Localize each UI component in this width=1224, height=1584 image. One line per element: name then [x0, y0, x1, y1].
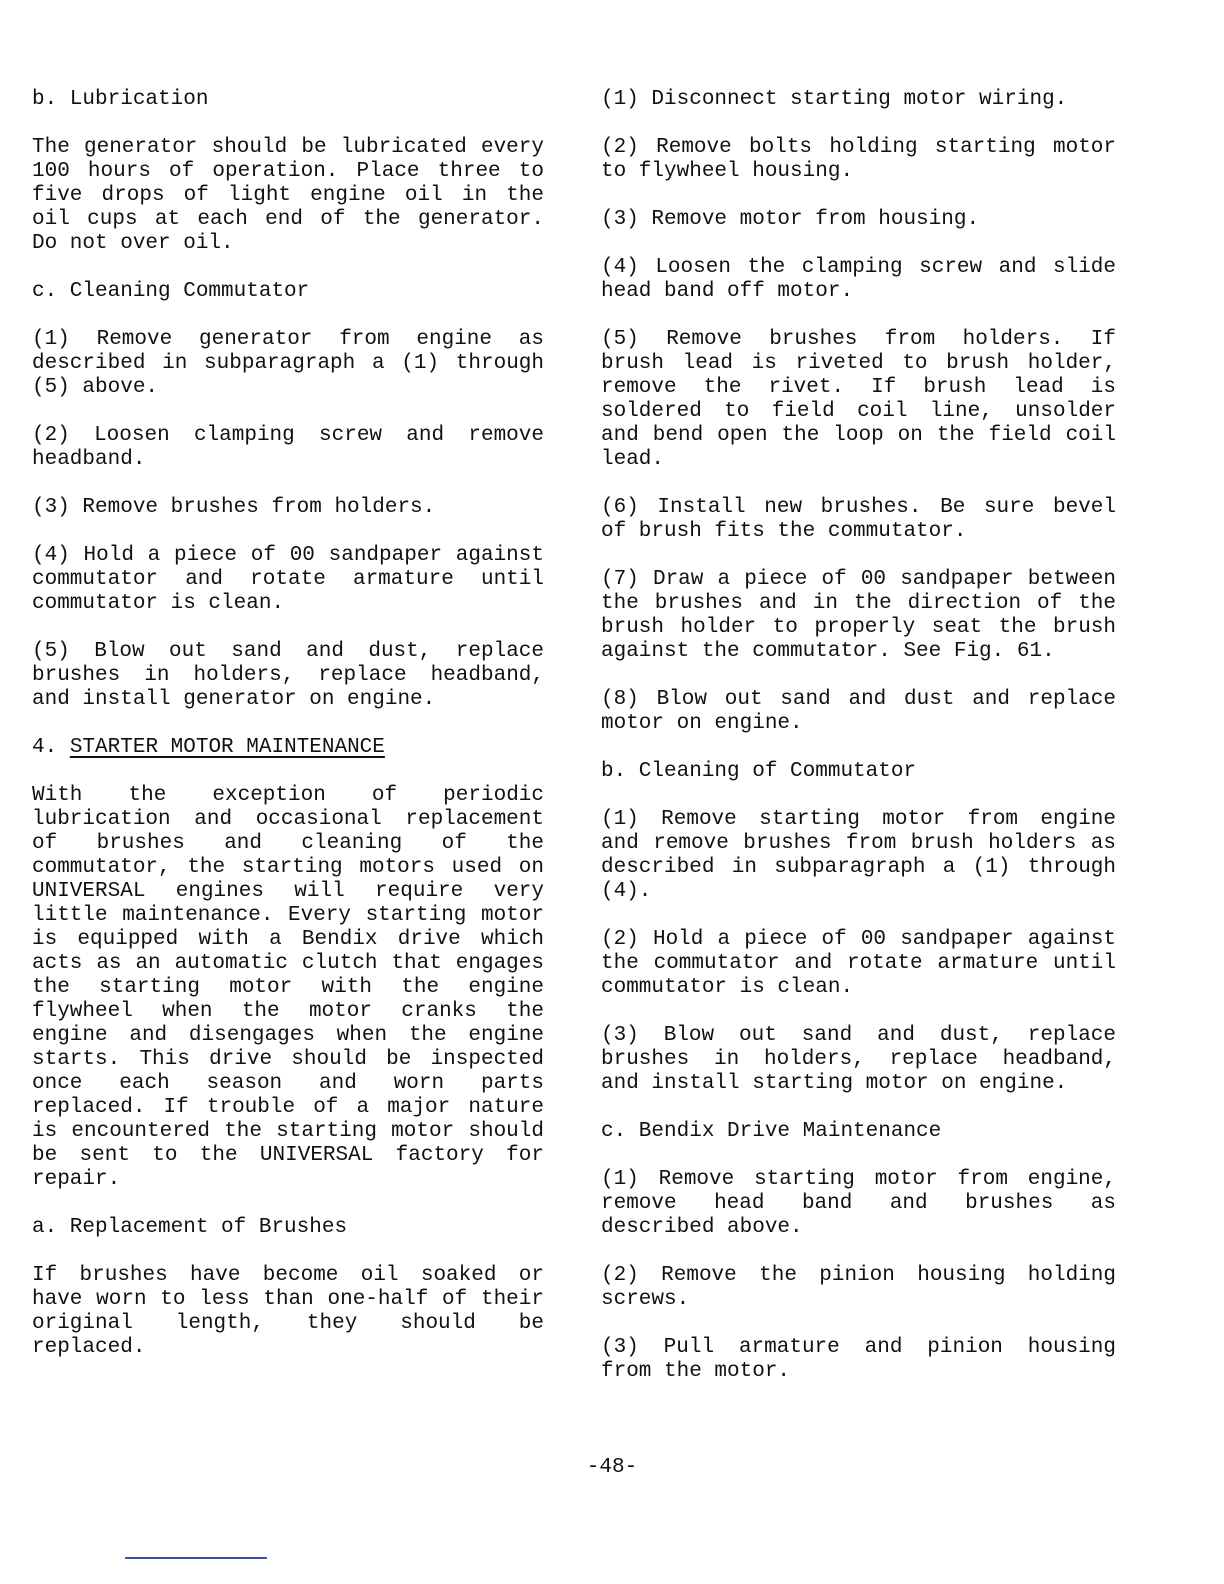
section-heading — [32, 736, 544, 760]
replacement-step-2: (2) Remove bolts holding starting motor to flywheel housing. — [601, 136, 1116, 183]
commutator-step-2: (2) Hold a piece of 00 sandpaper against the commutator and rotate armature until commutator is clean. — [601, 928, 1116, 999]
replacement-of-brushes-heading: a. Replacement of Brushes — [32, 1216, 348, 1239]
bendix-step-3: (3) Pull armature and pinion housing from the motor. — [601, 1336, 1116, 1383]
section-title: STARTER MOTOR MAINTENANCE — [69, 736, 385, 759]
lubrication-paragraph: The generator should be lubricated every 100 hours of operation. Place three to five drops of light engine oil in the oil cups at each end of the generator. Do not over oil. — [32, 136, 544, 255]
cleaning-step-2: (2) Loosen clamping screw and remove headband. — [32, 424, 544, 471]
replacement-step-4: (4) Loosen the clamping screw and slide head band off motor. — [601, 256, 1116, 303]
replacement-step-1: (1) Disconnect starting motor wiring. — [601, 88, 1068, 111]
cleaning-step-4: (4) Hold a piece of 00 sandpaper against commutator and rotate armature until commutator is clean. — [32, 544, 544, 615]
cleaning-step-1: (1) Remove generator from engine as described in subparagraph a (1) through (5) above. — [32, 328, 544, 399]
replacement-step-6: (6) Install new brushes. Be sure bevel of brush fits the commutator. — [601, 496, 1116, 543]
page-number: -48- — [586, 1456, 638, 1479]
replacement-step-3: (3) Remove motor from housing. — [601, 208, 980, 231]
cleaning-step-5: (5) Blow out sand and dust, replace brushes in holders, replace headband, and install generator on engine. — [32, 640, 544, 711]
section-number: 4. — [32, 736, 58, 759]
right-column — [601, 88, 1116, 1408]
replacement-step-5: (5) Remove brushes from holders. If brush lead is riveted to brush holder, remove the rivet. If brush lead is soldered to field coil line, unsolder and bend open the loop on the field coil lead. — [601, 328, 1116, 471]
replacement-step-7: (7) Draw a piece of 00 sandpaper between the brushes and in the direction of the brush holder to properly seat the brush against the commutator. See Fig. 61. — [601, 568, 1116, 663]
replacement-step-8: (8) Blow out sand and dust and replace motor on engine. — [601, 688, 1116, 735]
cleaning-of-commutator-heading: b. Cleaning of Commutator — [601, 760, 917, 783]
cleaning-step-3: (3) Remove brushes from holders. — [32, 496, 436, 519]
commutator-step-3: (3) Blow out sand and dust, replace brushes in holders, replace headband, and install starting motor on engine. — [601, 1024, 1116, 1095]
bendix-step-1: (1) Remove starting motor from engine, remove head band and brushes as described above. — [601, 1168, 1116, 1239]
starter-motor-paragraph: With the exception of periodic lubrication and occasional replacement of brushes and cleaning of the commutator, the starting motors used on UNIVERSAL engines will require very little maintenance. Every starting motor is equipped with a Bendix drive which acts as an automatic clutch that engages the starting motor with the engine flywheel when the motor cranks the engine and disengages when the engine starts. This drive should be inspected once each season and worn parts replaced. If trouble of a major nature is encountered the starting motor should be sent to the UNIVERSAL factory for repair. — [32, 784, 544, 1191]
bendix-drive-heading: c. Bendix Drive Maintenance — [601, 1120, 942, 1143]
lubrication-heading: b. Lubrication — [32, 88, 209, 111]
left-column — [32, 88, 544, 1384]
replacement-of-brushes-paragraph: If brushes have become oil soaked or have worn to less than one-half of their original length, they should be replaced. — [32, 1264, 544, 1359]
footer-rule — [125, 1557, 267, 1559]
bendix-step-2: (2) Remove the pinion housing holding screws. — [601, 1264, 1116, 1311]
cleaning-commutator-heading: c. Cleaning Commutator — [32, 280, 310, 303]
commutator-step-1: (1) Remove starting motor from engine and remove brushes from brush holders as described in subparagraph a (1) through (4). — [601, 808, 1116, 903]
